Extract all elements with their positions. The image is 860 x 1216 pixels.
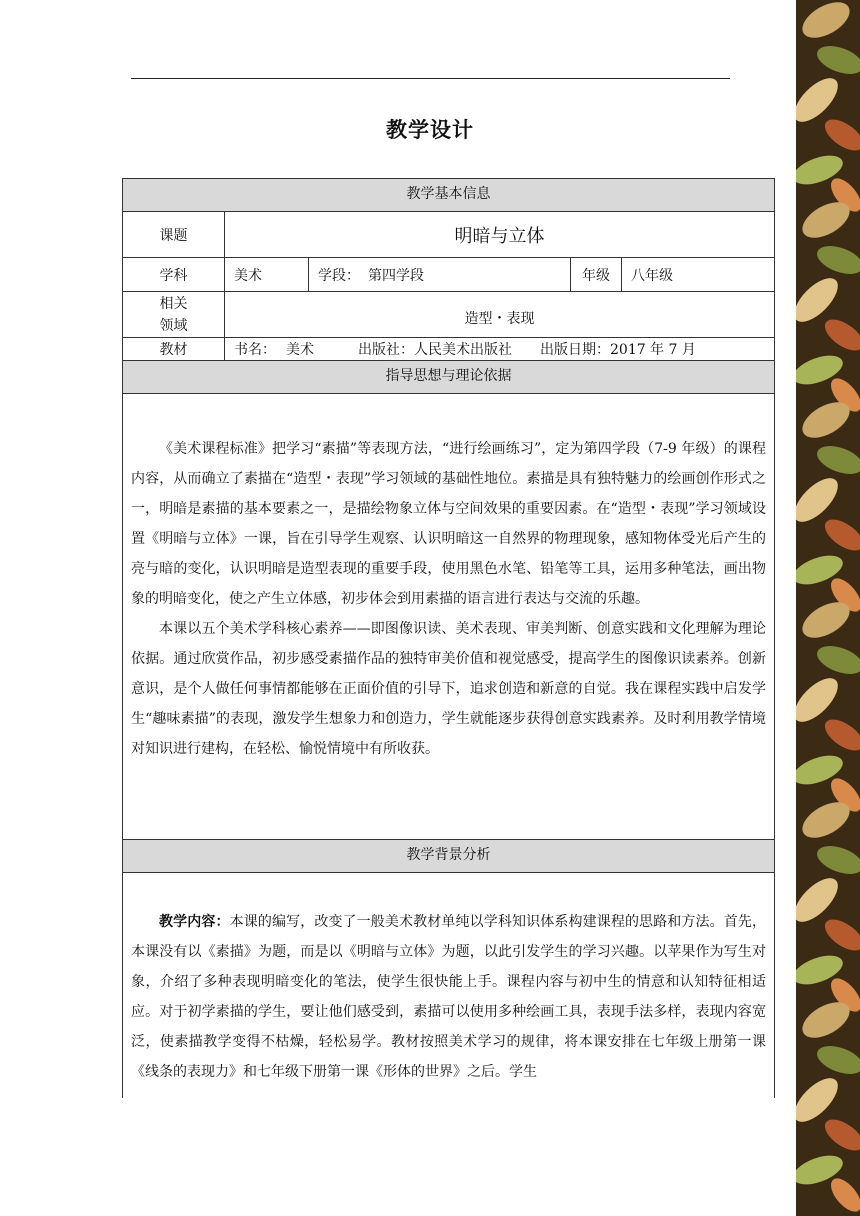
teaching-content-text: 本课的编写，改变了一般美术教材单纯以学科知识体系构建课程的思路和方法。首先，本课没有以《素描》为题，而是以《明暗与立体》为题，以此引发学生的学习兴趣。以苹果作为写生对象，介绍了多种表现明暗变化的笔法，使学生很快能上手。课程内容与初中生的情意和认知特征相适应。对于初学素描的学生，要让他们感受到，素描可以使用多种绘画工具，表现手法多样，表现内容宽泛，使素描教学变得不枯燥，轻松易学。教材按照美术学习的规律，将本课安排在七年级上册第一课《线条的表现力》和七年级下册第一课《形体的世界》之后。学生 [131, 914, 767, 1080]
publisher-value: 人民美术出版社 [414, 342, 512, 358]
domain-label-line2: 领域 [159, 317, 188, 334]
book-name-value: 美术 [286, 342, 314, 358]
section-header-background-analysis: 教学背景分析 [122, 839, 775, 873]
book-name-label: 书名： [234, 342, 276, 358]
section-header-basic-info: 教学基本信息 [122, 178, 775, 212]
pubdate-label: 出版日期： [540, 342, 610, 358]
guiding-theory-paragraph-2: 本课以五个美术学科核心素养——即图像识读、美术表现、审美判断、创意实践和文化理解为理论依据。通过欣赏作品，初步感受素描作品的独特审美价值和视觉感受，提高学生的图像识读素养。创新意识，是个人做任何事情都能够在正面价值的引导下，追求创造和新意的自觉。我在课程实践中启发学生“趣味素描”的表现，激发学生想象力和创造力，学生就能逐步获得创意实践素养。及时利用教学情境对知识进行建构，在轻松、愉悦情境中有所收获。 [131, 621, 766, 757]
stage-label: 学段： [318, 267, 360, 284]
guiding-theory-paragraph-1: 《美术课程标准》把学习“素描”等表现方法，“进行绘画练习”，定为第四学段（7-9 年级）的课程内容，从而确立了素描在“造型・表现”学习领域的基础性地位。素描是具有独特魅力的绘画创作形式之一，明暗是素描的基本要素之一，是描绘物象立体与空间效果的重要因素。在“造型・表现”学习领域设置《明暗与立体》一课，旨在引导学生观察、认识明暗这一自然界的物理现象，感知物体受光后产生的亮与暗的变化，认识明暗是造型表现的重要手段，使用黑色水笔、铅笔等工具，运用多种笔法，画出物象的明暗变化，使之产生立体感，初步体会到用素描的语言进行表达与交流的乐趣。 [131, 441, 766, 607]
leaf-pattern-image [796, 0, 860, 1216]
publisher-label: 出版社： [358, 342, 414, 358]
decorative-leaf-strip [796, 0, 860, 1216]
domain-value: 造型・表现 [224, 291, 775, 338]
domain-label-line1: 相关 [159, 295, 188, 312]
section-header-guiding-theory: 指导思想与理论依据 [122, 360, 775, 394]
topic-label: 课题 [122, 211, 225, 258]
stage-value: 第四学段 [368, 267, 424, 284]
textbook-label: 教材 [122, 337, 225, 361]
grade-value: 八年级 [621, 257, 775, 292]
guiding-theory-body [122, 393, 775, 840]
header-rule [131, 78, 730, 79]
subject-value: 美术 [224, 257, 309, 292]
topic-value: 明暗与立体 [224, 211, 775, 258]
subject-label: 学科 [122, 257, 225, 292]
textbook-info [224, 337, 775, 361]
domain-label [122, 291, 225, 338]
teaching-content-label: 教学内容： [159, 914, 230, 930]
pubdate-value: 2017 年 7 月 [610, 342, 696, 358]
grade-label: 年级 [570, 257, 622, 292]
document-title: 教学设计 [386, 117, 474, 142]
stage-cell [308, 257, 571, 292]
background-analysis-body [122, 872, 775, 1098]
background-analysis-paragraph [131, 907, 766, 1087]
